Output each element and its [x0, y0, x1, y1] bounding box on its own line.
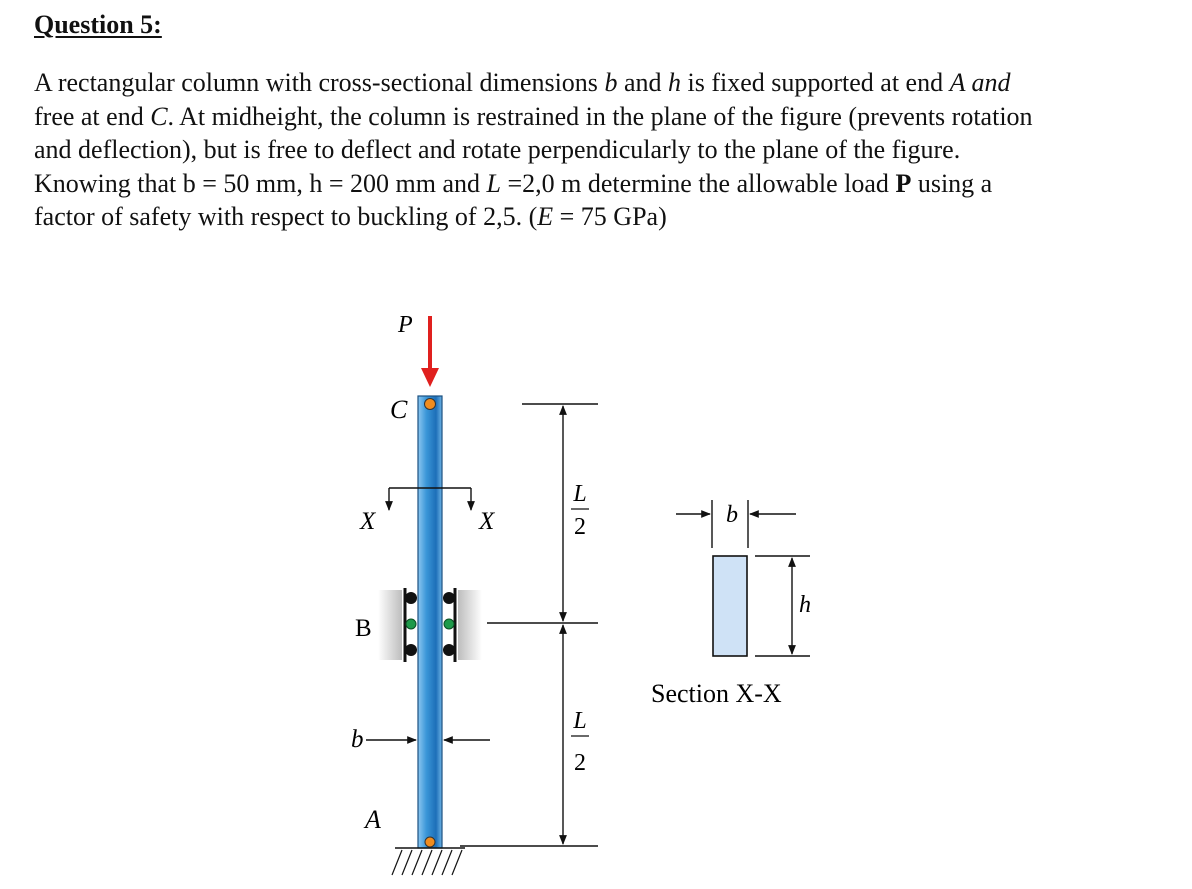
section-h-label: h	[799, 592, 811, 618]
bottom-pin	[425, 837, 435, 847]
section-cut-right-label: X	[479, 508, 495, 535]
problem-line-3: and deflection), but is free to deflect and rotate perpendicularly to the plane of the figure.	[34, 135, 961, 164]
section-b-label: b	[726, 502, 738, 528]
problem-line-1: A rectangular column with cross-sectional dimensions b and h is fixed supported at end A and	[34, 68, 1011, 97]
problem-line-2: free at end C. At midheight, the column is restrained in the plane of the figure (prevents rotation	[34, 101, 1033, 131]
section-cut-left-label: X	[360, 508, 376, 535]
section-title: Section X-X	[651, 679, 782, 708]
upper-dimension-fraction	[571, 481, 589, 540]
upper-fraction-num: L	[573, 481, 587, 507]
fixed-support	[392, 848, 465, 875]
load-arrow	[421, 316, 439, 387]
problem-line-4: Knowing that b = 50 mm, h = 200 mm and L =2,0 m determine the allowable load P using a	[34, 168, 993, 198]
top-pin	[425, 399, 436, 410]
cross-section-rect	[713, 556, 747, 656]
upper-fraction-den: 2	[574, 514, 586, 540]
load-label: P	[398, 312, 413, 338]
question-heading: Question 5:	[34, 10, 162, 39]
lower-dimension-fraction	[571, 708, 589, 776]
lower-fraction-num: L	[573, 708, 587, 734]
end-a-label: A	[365, 805, 381, 834]
column-b-label: b	[351, 726, 364, 753]
column-body	[418, 396, 442, 848]
end-c-label: C	[390, 395, 408, 424]
lower-fraction-den: 2	[574, 750, 586, 776]
point-b-label: B	[355, 615, 372, 642]
problem-line-5: factor of safety with respect to buckling of 2,5. (E = 75 GPa)	[34, 202, 667, 231]
